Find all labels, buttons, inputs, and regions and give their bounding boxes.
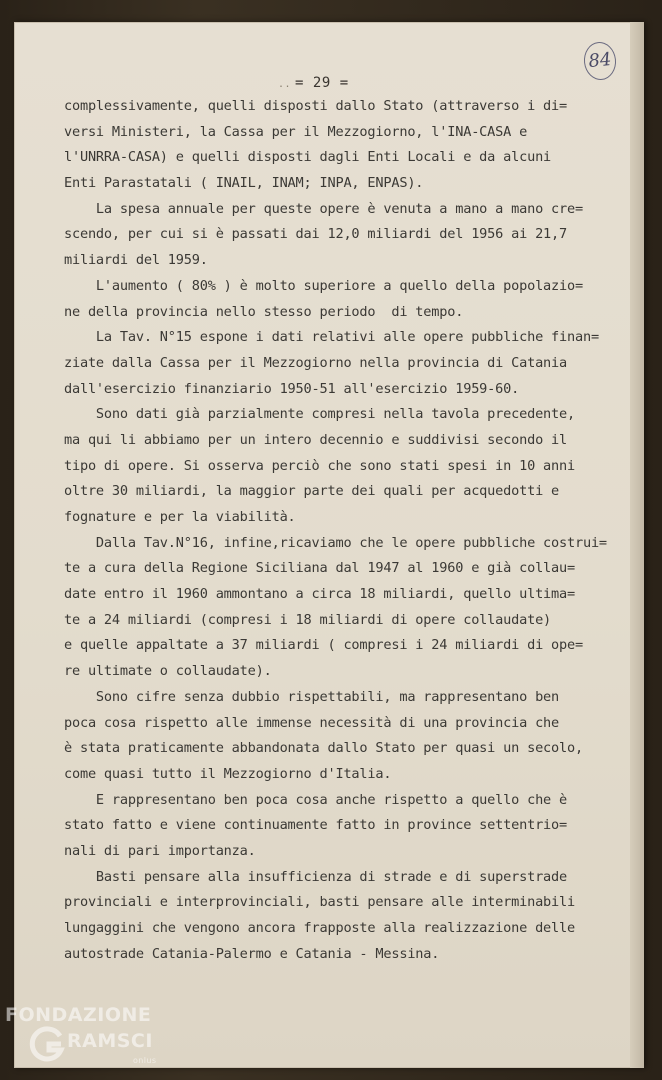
text-line: scendo, per cui si è passati dai 12,0 miliardi del 1956 ai 21,7 — [64, 226, 568, 243]
text-line: La spesa annuale per queste opere è venuta a mano a mano cre= — [64, 200, 583, 217]
page-number — [278, 75, 349, 91]
watermark-small-text: onlus — [133, 1056, 157, 1065]
text-line: lungaggini che vengono ancora frapposte alla realizzazione delle — [64, 920, 575, 936]
text-line: l'UNRRA-CASA) e quelli disposti dagli Enti Locali e da alcuni — [64, 149, 552, 166]
page-number-stray-mark: .. — [278, 79, 292, 90]
text-line: La Tav. N°15 espone i dati relativi alle opere pubbliche finan= — [64, 329, 599, 346]
page-number-text: = 29 = — [295, 75, 349, 91]
text-line: e quelle appaltate a 37 miliardi ( compresi i 24 miliardi di ope= — [64, 637, 583, 654]
text-line: miliardi del 1959. — [64, 252, 208, 269]
text-line: date entro il 1960 ammontano a circa 18 miliardi, quello ultima= — [64, 586, 575, 603]
text-line: stato fatto e viene continuamente fatto in province settentrio= — [64, 817, 568, 834]
document-page — [14, 22, 644, 1068]
text-line: autostrade Catania-Palermo e Catania - Messina. — [64, 945, 440, 962]
text-line: Sono dati già parzialmente compresi nella tavola precedente, — [64, 406, 575, 423]
text-line: te a cura della Regione Siciliana dal 1947 al 1960 e già collau= — [64, 560, 575, 577]
text-line: poca cosa rispetto alle immense necessità di una provincia che — [64, 714, 560, 731]
text-line: tipo di opere. Si osserva perciò che sono stati spesi in 10 anni — [64, 457, 575, 474]
text-line: Basti pensare alla insufficienza di strade e di superstrade — [64, 868, 568, 885]
page-edge — [630, 22, 644, 1068]
text-line: Dalla Tav.N°16, infine,ricaviamo che le opere pubbliche costrui= — [64, 534, 607, 551]
text-line: dall'esercizio finanziario 1950-51 all'esercizio 1959-60. — [64, 380, 520, 397]
text-line: complessivamente, quelli disposti dallo Stato (attraverso i di= — [64, 98, 568, 114]
archive-number-text: 84 — [587, 48, 613, 73]
text-line: te a 24 miliardi (compresi i 18 miliardi di opere collaudate) — [64, 611, 552, 628]
text-line: ziate dalla Cassa per il Mezzogiorno nella provincia di Catania — [64, 354, 568, 371]
text-line: re ultimate o collaudate). — [64, 663, 272, 680]
text-line: oltre 30 miliardi, la maggior parte dei quali per acquedotti e — [64, 483, 560, 500]
text-line: è stata praticamente abbandonata dallo Stato per quasi un secolo, — [64, 740, 583, 757]
text-line: versi Ministeri, la Cassa per il Mezzogiorno, l'INA-CASA e — [64, 123, 528, 140]
text-line: come quasi tutto il Mezzogiorno d'Italia. — [64, 765, 392, 782]
watermark-line1: FONDAZIONE — [5, 1004, 152, 1026]
text-line: L'aumento ( 80% ) è molto superiore a quello della popolazio= — [64, 277, 583, 294]
text-line: E rappresentano ben poca cosa anche rispetto a quello che è — [64, 791, 568, 808]
text-line: ma qui li abbiamo per un intero decennio e suddivisi secondo il — [64, 431, 568, 448]
text-line: provinciali e interprovinciali, basti pensare alle interminabili — [64, 894, 575, 911]
text-line: nali di pari importanza. — [64, 842, 256, 859]
text-line: fognature e per la viabilità. — [64, 509, 296, 525]
text-line: Enti Parastatali ( INAIL, INAM; INPA, ENPAS). — [64, 175, 424, 192]
watermark-line2: RAMSCI — [67, 1030, 153, 1052]
text-line: Sono cifre senza dubbio rispettabili, ma rappresentano ben — [64, 688, 560, 705]
typed-text-body — [64, 94, 624, 967]
text-line: ne della provincia nello stesso periodo di tempo. — [64, 303, 464, 320]
archive-page-number-stamp — [582, 40, 618, 81]
